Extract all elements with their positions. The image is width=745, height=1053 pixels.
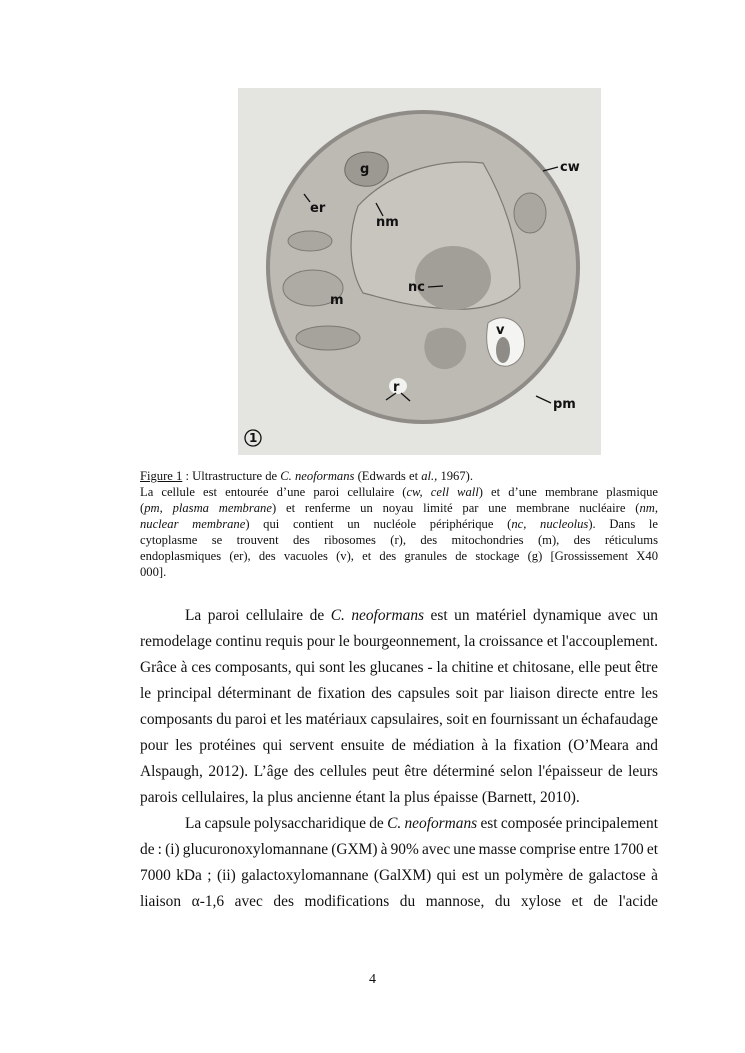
italic-text: pm, plasma membrane [144,501,272,515]
label-r: r [393,380,400,395]
caption-title-line [140,468,658,484]
caption-line [140,484,658,500]
text-run: Grâce à ces composants, qui sont les glucanes - la chitine et chitosane, elle peut être [140,659,658,676]
text-run: remodelage continu requis pour le bourgeonnement, la croissance et l'accouplement. [140,633,658,650]
label-cw: cw [560,160,580,175]
paragraph-line [140,629,658,655]
text-run: 000]. [140,565,167,579]
page-number: 4 [369,972,376,987]
text-run: liaison α-1,6 avec des modifications du mannose, du xylose et de l'acide [140,893,658,910]
figure-caption [140,468,658,580]
label-v: v [496,323,505,338]
label-m: m [330,293,344,308]
label-nc: nc [408,280,425,295]
text-run: : Ultrastructure de [182,469,281,483]
italic-text: cw, cell wall [406,485,479,499]
mitochondrion [514,193,546,233]
mitochondrion [288,231,332,251]
text-run: La cellule est entourée d’une paroi cellulaire ( [140,485,407,499]
paragraph-line [140,759,658,785]
vacuole-inclusion [496,337,510,363]
paragraph-line [140,837,658,863]
italic-text: C. neoformans [280,469,355,483]
text-run: ) qui contient un nucléole périphérique ( [245,517,512,531]
caption-title [140,468,658,484]
paragraph-line [140,603,658,629]
text-run: La capsule polysaccharidique de [185,815,388,832]
paragraph-line [140,681,658,707]
paragraph-line [140,863,658,889]
figure-reference: Figure 1 [140,469,183,483]
text-run: de : (i) glucuronoxylomannane (GXM) à 90% avec une masse comprise entre 1700 et [140,841,658,858]
label-g: g [360,162,370,177]
text-run: parois cellulaires, la plus ancienne étant la plus épaisse (Barnett, 2010). [140,789,580,806]
italic-text: C. neoformans [330,607,425,624]
text-run: ) et renferme un noyau limité par une membrane nucléaire ( [271,501,640,515]
paragraph-line [140,889,658,915]
text-run: composants du paroi et les matériaux capsulaires, soit en fournissant un échafaudage [140,711,658,728]
text-run: (Edwards et [354,469,422,483]
text-run: endoplasmiques (er), des vacuoles (v), et des granules de stockage (g) [Grossissement X40 [140,549,658,563]
text-run: est un matériel dynamique avec un [424,607,658,624]
caption-line [140,548,658,564]
paragraph-line [140,655,658,681]
text-run: le principal déterminant de fixation des capsules soit par liaison directe entre les [140,685,658,702]
nucleolus [415,246,491,310]
italic-text: C. neoformans [387,815,478,832]
caption-text [140,484,658,580]
italic-text: nuclear membrane [140,517,246,531]
micrograph-figure [238,88,601,455]
paragraph [140,811,658,915]
paragraph-line [140,707,658,733]
label-er: er [310,201,326,216]
paragraph-line [140,785,658,811]
figure-number: 1 [249,431,258,445]
body-text [140,603,658,915]
text-run: pour les protéines qui servent ensuite de médiation à la fixation (O’Meara and [140,737,658,754]
mitochondrion [296,326,360,350]
caption-line [140,516,658,532]
label-pm: pm [553,397,576,412]
text-run: 1967). [437,469,473,483]
label-nm: nm [376,215,399,230]
text-run: ( [140,501,145,515]
caption-line [140,564,658,580]
italic-text: nc, nucleolus [511,517,589,531]
caption-line [140,500,658,516]
italic-text: nm, [639,501,658,515]
text-run: ) et d’une membrane plasmique [478,485,659,499]
paragraph-line [140,733,658,759]
text-run: est composée principalement [477,815,658,832]
text-run: Alspaugh, 2012). L’âge des cellules peut être déterminé selon l'épaisseur de leurs [140,763,658,780]
text-run: 7000 kDa ; (ii) galactoxylomannane (GalXM) qui est un polymère de galactose à [140,867,658,884]
paragraph [140,603,658,811]
italic-text: al., [421,469,438,483]
text-run: cytoplasme se trouvent des ribosomes (r), des mitochondries (m), des réticulums [140,533,658,547]
text-run: La paroi cellulaire de [185,607,331,624]
caption-line [140,532,658,548]
paragraph-line [140,811,658,837]
text-run: ). Dans le [588,517,658,531]
